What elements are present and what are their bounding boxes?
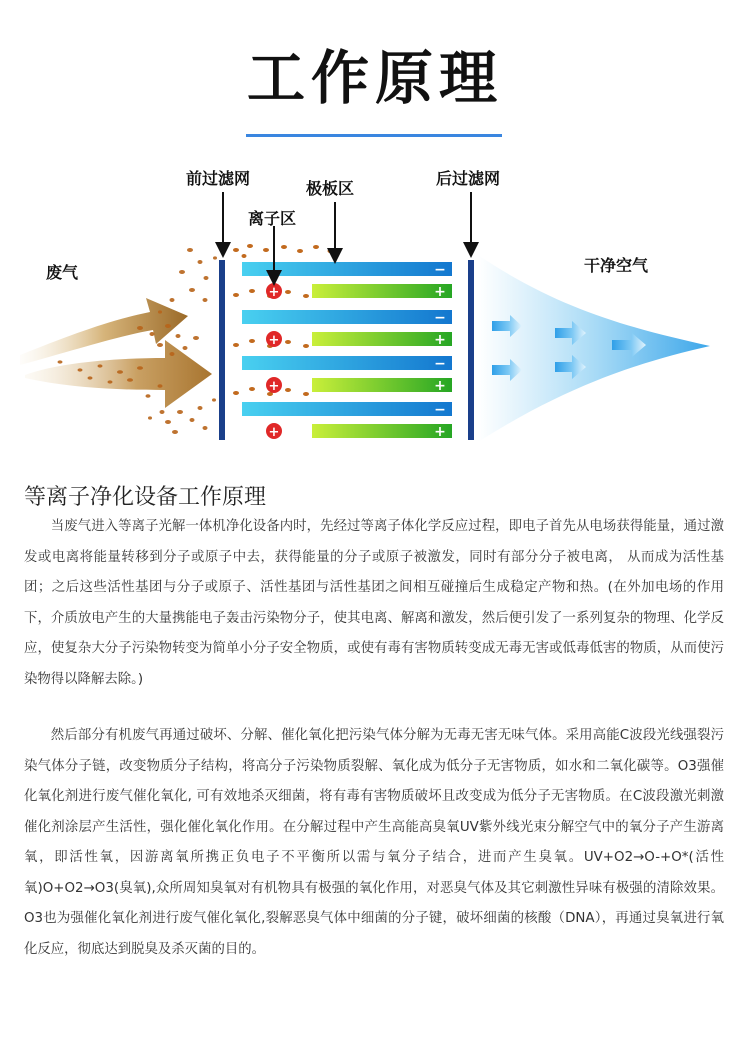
plate-signs	[434, 262, 446, 440]
front-filter	[219, 260, 225, 440]
paragraph-uv-ozone-process: 然后部分有机废气再通过破坏、分解、催化氧化把污染气体分解为无毒无害无味气体。采用高能C波段光线强裂污染气体分子链，改变物质分子结构，将高分子污染物质裂解、氧化成为低分子无害物质，如水和二氧化碳等。O3强催化氧化剂进行废气催化氧化, 可有效地杀灭细菌，将有毒有害物质破坏且改变成为低分子无害物质。在C波段激光刺激催化剂涂层产生活性，强化催化氧化作用。在分解过程中产生高能高臭氧UV紫外线光束分解空气中的氧分子产生游离氧，即活性氧，因游离氧所携正负电子不平衡所以需与氧分子结合，进而产生臭氧。UV+O2→O-+O*(活性氧)O+O2→O3(臭氧),众所周知臭氧对有机物具有极强的氧化作用，对恶臭气体及其它刺激性异味有极强的清除效果。O3也为强催化氧化剂进行废气催化氧化,裂解恶臭气体中细菌的分子键，破坏细菌的核酸（DNA），再通过臭氧进行氧化反应，彻底达到脱臭及杀灭菌的目的。	[24, 728, 724, 957]
section-heading: 等离子净化设备工作原理	[24, 485, 267, 510]
title-underline	[246, 134, 502, 137]
paragraph-plasma-process: 当废气进入等离子光解一体机净化设备内时，先经过等离子体化学反应过程，即电子首先从电场获得能量，通过激发或电离将能量转移到分子或原子中去，获得能量的分子或原子被激发，同时有部分分子被电离， 从而成为活性基团；之后这些活性基团与分子或原子、活性基团与活性基团之间相互碰撞后生成稳定产物和热。(在外加电场的作用下，介质放电产生的大量携能电子轰击污染物分子，使其电离、解离和激发，然后便引发了一系列复杂的物理、化学反应，使复杂大分子污染物转变为简单小分子安全物质，或使有毒有害物质转变成无毒无害或低毒低害的物质，从而使污染物得以降解去除。)	[24, 519, 724, 687]
negative-plate	[242, 402, 452, 416]
minus-sign: −	[434, 356, 446, 372]
ion-plus: +	[268, 425, 280, 440]
working-principle-diagram	[0, 150, 750, 460]
exhaust-arrow-top	[20, 298, 188, 365]
positive-plate	[312, 424, 452, 438]
exhaust-gas-label: 废气	[46, 263, 79, 282]
rear-filter-label: 后过滤网	[436, 169, 501, 188]
ion-zone-label: 离子区	[248, 209, 297, 228]
clean-air-label: 干净空气	[584, 256, 649, 275]
minus-sign: −	[434, 402, 446, 418]
front-filter-label: 前过滤网	[186, 169, 251, 188]
minus-sign: −	[434, 262, 446, 278]
ion-plus: +	[268, 379, 280, 394]
positive-plate	[312, 332, 452, 346]
ion-plus: +	[268, 285, 280, 300]
plus-sign: +	[434, 284, 446, 300]
page-title: 工作原理	[246, 44, 503, 112]
minus-sign: −	[434, 310, 446, 326]
plus-sign: +	[434, 332, 446, 348]
positive-plate	[312, 378, 452, 392]
negative-plate	[242, 310, 452, 324]
negative-plate	[242, 356, 452, 370]
plus-sign: +	[434, 424, 446, 440]
diagram-canvas	[0, 150, 750, 460]
plus-sign: +	[434, 378, 446, 394]
positive-plate	[312, 284, 452, 298]
clean-air-fan	[478, 255, 710, 442]
rear-filter	[468, 260, 474, 440]
plate-zone-label: 极板区	[306, 179, 355, 198]
ion-plus: +	[268, 333, 280, 348]
